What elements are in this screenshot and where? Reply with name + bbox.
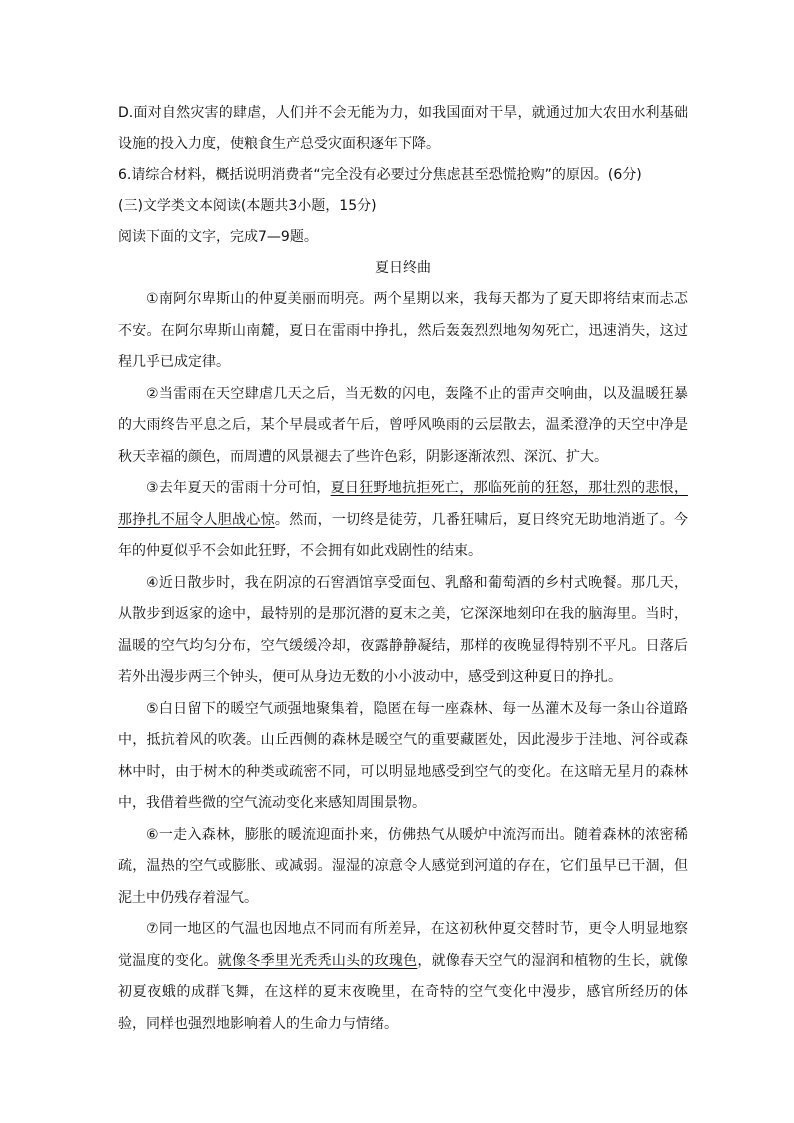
paragraph-3-start: ③去年夏天的雷雨十分可怕， [146,480,331,496]
document-page [118,98,688,1040]
underlined-sentence-1: 夏日狂野地抗拒死亡，那临死前的狂怒，那壮烈的悲恨，那挣扎不屈令人胆战心惊 [118,480,688,528]
paragraph-3-end: 。然而，一切终是徒劳，几番狂啸后，夏日终究无助地消逝了。今年的仲夏似乎不会如此狂野，不会拥有如此戏剧性的结束。 [118,511,689,559]
paragraph-5: ⑤白日留下的暖空气顽强地聚集着，隐匿在每一座森林、每一丛灌木及每一条山谷道路中，抵抗着风的吹袭。山丘西侧的森林是暖空气的重要藏匿处，因此漫步于洼地、河谷或森林中时，由于树木的种类或疏密不同，可以明显地感受到空气的变化。在这暗无星月的森林中，我借着些微的空气流动变化来感知周围景物。 [118,700,688,811]
paragraph-7-end: ，就像春天空气的湿润和植物的生长，就像初夏夜蛾的成群飞舞，在这样的夏末夜晚里，在奇特的空气变化中漫步，感官所经历的体验，同样也强烈地影响着人的生命力与情绪。 [118,952,689,1032]
paragraph-6: ⑥一走入森林，膨胀的暖流迎面扑来，仿佛热气从暖炉中流泻而出。随着森林的浓密稀疏，温热的空气或膨胀、或减弱。湿湿的凉意令人感觉到河道的存在，它们虽早已干涸，但泥土中仍残存着湿气。 [118,826,688,906]
paragraph-3 [118,473,688,568]
reading-instruction: 阅读下面的文字，完成7—9题。 [118,229,318,245]
question-6: 6.请综合材料，概括说明消费者“完全没有必要过分焦虑甚至恐慌抢购”的原因。(6分) [118,167,642,183]
paragraph-7-start: ⑦同一地区的气温也因地点不同而有所差异，在这初秋仲夏交替时节，更令人明显地察觉温度的变化。 [118,921,688,969]
paragraph-7 [118,914,688,1040]
section-3-heading: (三)文学类文本阅读(本题共3小题，15分) [118,198,377,214]
paragraph-2: ②当雷雨在天空肆虐几天之后，当无数的闪电，轰隆不止的雷声交响曲，以及温暖狂暴的大雨终告平息之后，某个早晨或者午后，曾呼风唤雨的云层散去，温柔澄净的天空中净是秋天幸福的颜色，而周遭的风景褪去了些许色彩，阴影逐渐浓烈、深沉、扩大。 [118,385,688,465]
article-title: 夏日终曲 [375,260,431,276]
paragraph-1: ①南阿尔卑斯山的仲夏美丽而明亮。两个星期以来，我每天都为了夏天即将结束而忐忑不安。在阿尔卑斯山南麓，夏日在雷雨中挣扎，然后轰轰烈烈地匆匆死亡，迅速消失，这过程几乎已成定律。 [118,291,688,370]
paragraph-4: ④近日散步时，我在阴凉的石窖酒馆享受面包、乳酪和葡萄酒的乡村式晚餐。那几天，从散步到返家的途中，最特别的是那沉潜的夏末之美，它深深地刻印在我的脑海里。当时，温暖的空气均匀分布，空气缓缓冷却，夜露静静凝结，那样的夜晚显得特别不平凡。日落后若外出漫步两三个钟头，便可从身边无数的小小波动中，感受到这种夏日的挣扎。 [118,574,688,685]
option-d-text: D.面对自然灾害的肆虐，人们并不会无能为力，如我国面对干旱，就通过加大农田水利基础设施的投入力度，使粮食生产总受灾面积逐年下降。 [118,105,688,152]
underlined-sentence-2: 就像冬季里光秃秃山头的玫瑰色 [217,952,418,969]
